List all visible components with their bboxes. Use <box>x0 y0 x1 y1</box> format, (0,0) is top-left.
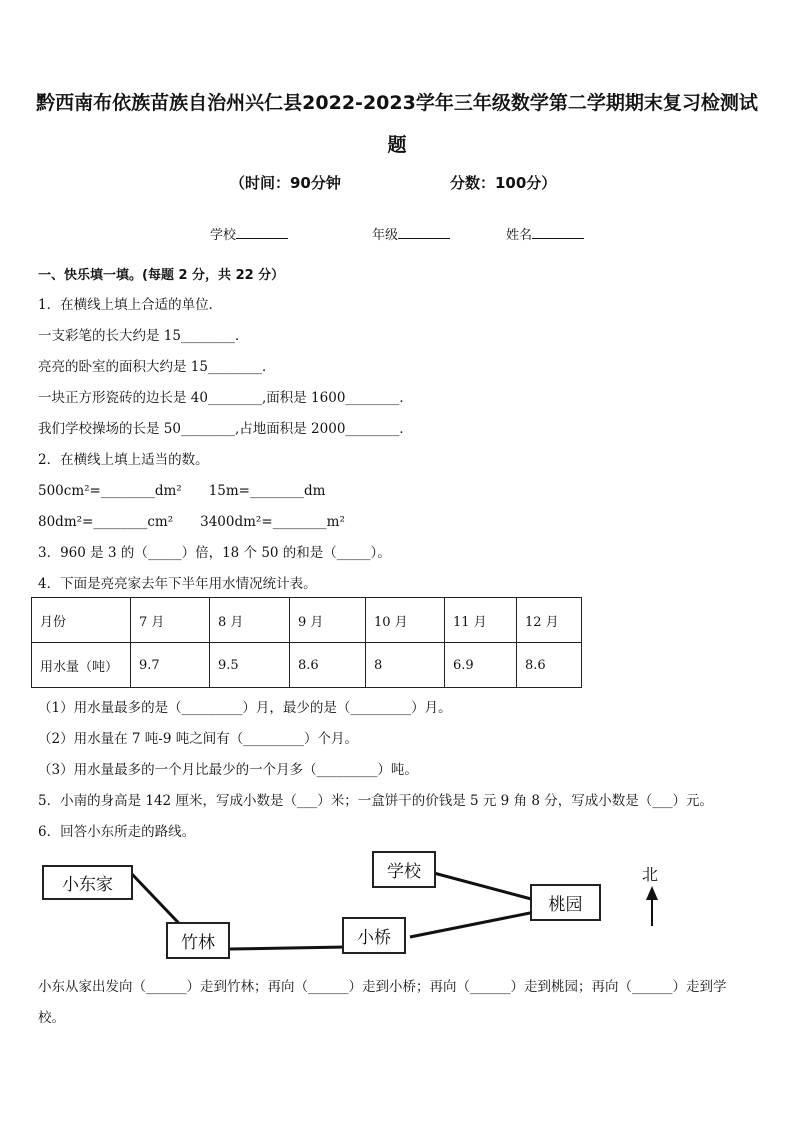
q1-stem: 1．在横线上填上合适的单位． <box>38 297 223 313</box>
north-label: 北 <box>642 865 659 884</box>
table-cell: 月份 <box>32 598 131 643</box>
section1-heading: 一、快乐填一填。(每题 2 分，共 22 分） <box>38 268 285 283</box>
table-cell: 9.5 <box>210 643 290 688</box>
q1-line3: 一块正方形瓷砖的边长是 40________,面积是 1600________． <box>38 390 413 406</box>
q4-sub1: （1）用水量最多的是（_________）月，最少的是（_________）月。 <box>38 700 452 716</box>
water-usage-table <box>31 597 582 688</box>
doc-title-line1: 黔西南布依族苗族自治州兴仁县2022-2023学年三年级数学第二学期期末复习检测试 <box>36 92 758 114</box>
q6-answer-line1: 小东从家出发向（______）走到竹林；再向（______）走到小桥；再向（______）走到桃园；再向（______）走到学 <box>38 979 727 995</box>
table-row <box>32 598 582 643</box>
table-cell: 8.6 <box>517 643 582 688</box>
q4-stem: 4．下面是亮亮家去年下半年用水情况统计表。 <box>38 576 317 592</box>
school-label: 学校 <box>210 228 237 243</box>
doc-title-line2: 题 <box>387 134 407 156</box>
grade-field[interactable] <box>372 224 450 243</box>
q2-line1: 500cm²=________dm² 15m=________dm <box>38 483 326 499</box>
q1-line2: 亮亮的卧室的面积大约是 15________． <box>38 359 276 375</box>
q4-sub2: （2）用水量在 7 吨-9 吨之间有（_________）个月。 <box>38 731 358 747</box>
grade-label: 年级 <box>372 228 399 243</box>
q3-stem: 3．960 是 3 的（_____）倍，18 个 50 的和是（_____）。 <box>38 545 391 561</box>
q4-sub3: （3）用水量最多的一个月比最少的一个月多（_________）吨。 <box>38 762 418 778</box>
name-label: 姓名 <box>506 228 533 243</box>
table-cell: 9 月 <box>290 598 366 643</box>
exam-score: 分数：100分） <box>450 174 557 192</box>
q1-line1: 一支彩笔的长大约是 15________． <box>38 328 249 344</box>
table-cell: 6.9 <box>445 643 517 688</box>
table-cell: 用水量（吨） <box>32 643 131 688</box>
map-node-bamboo: 竹林 <box>166 922 230 959</box>
table-cell: 10 月 <box>366 598 445 643</box>
map-node-school: 学校 <box>372 851 436 888</box>
q1-line4: 我们学校操场的长是 50________,占地面积是 2000________． <box>38 421 413 437</box>
map-node-peach: 桃园 <box>530 884 601 921</box>
table-row <box>32 643 582 688</box>
map-node-bridge: 小桥 <box>342 917 406 954</box>
school-field[interactable] <box>210 224 288 243</box>
q5-stem: 5．小南的身高是 142 厘米，写成小数是（___）米；一盒饼干的价钱是 5 元 9 角 8 分，写成小数是（___）元。 <box>38 793 713 809</box>
table-cell: 9.7 <box>131 643 210 688</box>
table-cell: 7 月 <box>131 598 210 643</box>
table-cell: 8 月 <box>210 598 290 643</box>
name-field[interactable] <box>506 224 584 243</box>
table-cell: 8.6 <box>290 643 366 688</box>
table-cell: 12 月 <box>517 598 582 643</box>
north-arrow-icon <box>646 886 658 900</box>
table-cell: 11 月 <box>445 598 517 643</box>
table-cell: 8 <box>366 643 445 688</box>
q6-stem: 6．回答小东所走的路线。 <box>38 824 196 840</box>
q6-answer-line2: 校。 <box>38 1010 65 1026</box>
exam-time: （时间：90分钟 <box>230 174 341 192</box>
q2-line2: 80dm²=________cm² 3400dm²=________m² <box>38 514 345 530</box>
map-node-home: 小东家 <box>42 865 133 900</box>
q2-stem: 2．在横线上填上适当的数。 <box>38 452 209 468</box>
